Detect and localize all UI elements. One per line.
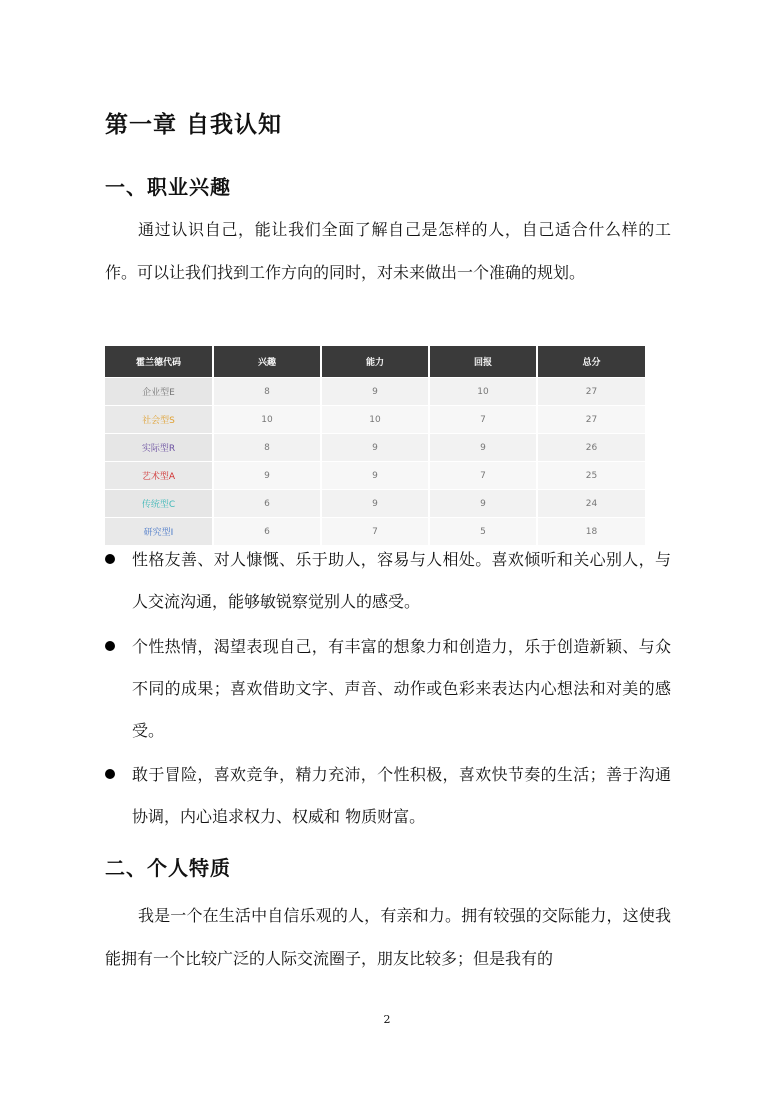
table-row (105, 462, 645, 490)
holland-code-cell: 社会型S (105, 406, 213, 434)
score-cell: 5 (429, 518, 537, 546)
table-header-cell: 霍兰德代码 (105, 346, 213, 378)
score-cell: 9 (321, 434, 429, 462)
table-row (105, 378, 645, 406)
score-cell: 7 (429, 462, 537, 490)
bullet-text: 敢于冒险，喜欢竞争，精力充沛，个性积极，喜欢快节奏的生活；善于沟通协调，内心追求权力、权威和 物质财富。 (132, 765, 671, 826)
bullet-text: 性格友善、对人慷慨、乐于助人，容易与人相处。喜欢倾听和关心别人，与人交流沟通，能够敏锐察觉别人的感受。 (132, 550, 671, 611)
score-cell: 6 (213, 490, 321, 518)
holland-code-cell: 传统型C (105, 490, 213, 518)
table-header-cell: 兴趣 (213, 346, 321, 378)
holland-code-cell: 艺术型A (105, 462, 213, 490)
score-cell: 24 (537, 490, 645, 518)
traits-paragraph: 我是一个在生活中自信乐观的人，有亲和力。拥有较强的交际能力，这使我能拥有一个比较广泛的人际交流圈子，朋友比较多；但是我有的 (105, 906, 671, 968)
table-header-cell: 能力 (321, 346, 429, 378)
score-cell: 7 (429, 406, 537, 434)
score-cell: 9 (321, 462, 429, 490)
score-cell: 10 (321, 406, 429, 434)
score-cell: 10 (429, 378, 537, 406)
score-cell: 8 (213, 378, 321, 406)
table-header-row (105, 346, 645, 378)
score-cell: 18 (537, 518, 645, 546)
bullet-dot-icon (105, 641, 115, 651)
bullet-dot-icon (105, 769, 115, 779)
score-cell: 6 (213, 518, 321, 546)
bullet-item (105, 754, 671, 838)
bullet-item (105, 626, 671, 752)
holland-code-cell: 实际型R (105, 434, 213, 462)
score-cell: 27 (537, 378, 645, 406)
score-cell: 8 (213, 434, 321, 462)
holland-code-table (105, 346, 645, 545)
section-heading-personal-traits: 二、个人特质 (105, 856, 231, 880)
table-header-cell: 回报 (429, 346, 537, 378)
score-cell: 9 (429, 490, 537, 518)
table-row (105, 434, 645, 462)
table-row (105, 490, 645, 518)
bullet-dot-icon (105, 554, 115, 564)
score-cell: 26 (537, 434, 645, 462)
chapter-title: 第一章 自我认知 (105, 112, 283, 138)
score-cell: 9 (213, 462, 321, 490)
bullet-item (105, 539, 671, 623)
intro-paragraph: 通过认识自己，能让我们全面了解自己是怎样的人，自己适合什么样的工作。可以让我们找到工作方向的同时，对未来做出一个准确的规划。 (105, 220, 671, 282)
score-cell: 9 (321, 378, 429, 406)
holland-code-cell: 企业型E (105, 378, 213, 406)
score-cell: 27 (537, 406, 645, 434)
bullet-text: 个性热情，渴望表现自己，有丰富的想象力和创造力，乐于创造新颖、与众不同的成果；喜欢借助文字、声音、动作或色彩来表达内心想法和对美的感受。 (132, 637, 671, 740)
score-cell: 9 (429, 434, 537, 462)
table-header-cell: 总分 (537, 346, 645, 378)
holland-code-cell: 研究型I (105, 518, 213, 546)
table-row (105, 406, 645, 434)
score-cell: 7 (321, 518, 429, 546)
score-cell: 10 (213, 406, 321, 434)
score-cell: 25 (537, 462, 645, 490)
page-number: 2 (383, 1013, 391, 1026)
score-cell: 9 (321, 490, 429, 518)
section-heading-career-interest: 一、职业兴趣 (105, 175, 231, 199)
